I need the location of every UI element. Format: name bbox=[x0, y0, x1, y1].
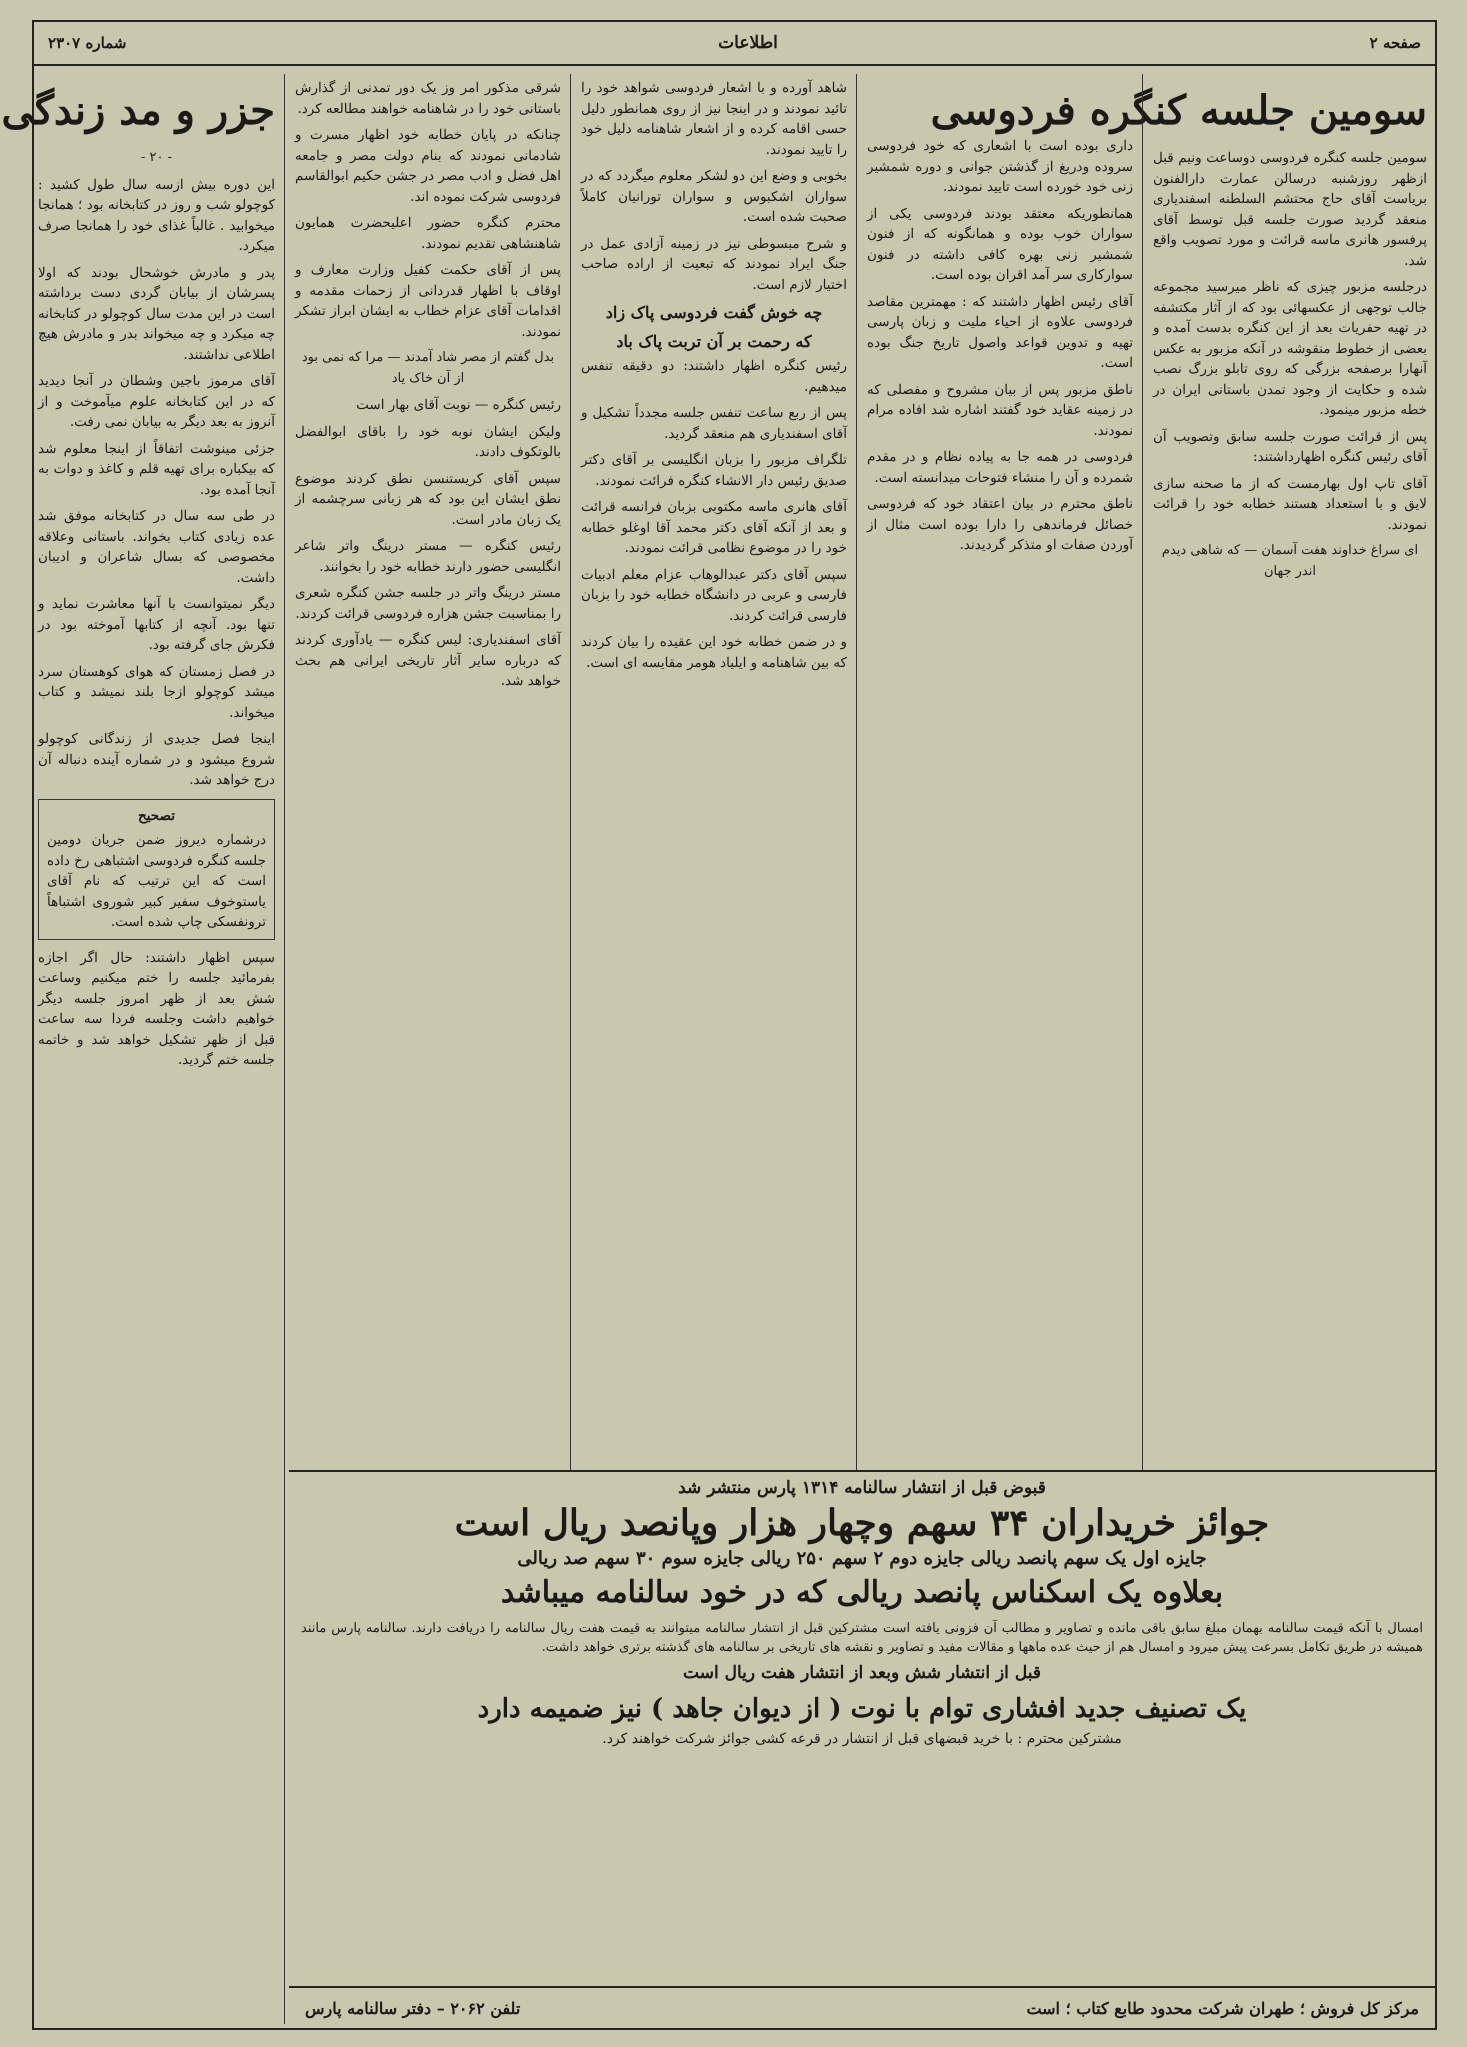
article-paragraph: فردوسی در همه جا به پیاده نظام و در مقدم شمرده و آن را منشاء فتوحات میدانسته است. bbox=[867, 449, 1133, 486]
article-paragraph: چنانکه در پایان خطابه خود اظهار مسرت و شادمانی نمودند که بنام دولت مصر و جامعه اهل فضل و ادب مصر در جشن حکیم ابوالقاسم فردوسی شرکت نموده اند. bbox=[295, 127, 561, 205]
serial-story bbox=[1, 74, 283, 2028]
article-paragraph: رئیس کنگره اظهار داشتند: دو دقیقه تنفس میدهیم. bbox=[581, 358, 847, 395]
story-paragraph: دیگر نمیتوانست با آنها معاشرت نماید و تنها بود. آنچه از کتابها آموخته بود در فکرش جای گرفته بود. bbox=[38, 596, 275, 653]
story-title: جزر و مد زندگی bbox=[1, 87, 275, 134]
story-paragraph: این دوره بیش ازسه سال طول کشید : کوچولو شب و روز در کتابخانه بود ؛ همانجا میخوابید . غالباً غذای خود را همانجا صرف میکرد. bbox=[38, 176, 275, 254]
story-paragraph: آقای مرموز باجین وشطان در آنجا دیدید که در این کتابخانه علوم میآموخت و از آنروز به بعد دیگر به بیابان نمی رفت. bbox=[38, 373, 275, 430]
poem-subhead: چه خوش گفت فردوسی پاک زاد bbox=[605, 303, 823, 322]
article-paragraph: شرقی مذکور امر وز یک دور تمدنی از گذارش باستانی خود را در شاهنامه خواهند مطالعه کرد. bbox=[295, 80, 561, 117]
ad-footer-left: تلفن ۲۰۶۲ – دفتر سالنامه پارس bbox=[305, 1998, 521, 2018]
article-paragraph: آقای رئیس اظهار داشتند که : مهمترین مقاصد فردوسی علاوه از احیاء ملیت و زبان پارسی تهیه و تدوین قواعد واصول تاریخ جنگ بوده است. bbox=[867, 293, 1133, 371]
newspaper-page bbox=[1, 20, 1437, 2030]
article-paragraph: بخوبی و وضع این دو لشکر معلوم میگردد که در سواران اشکبوس و سواران تورانیان کاملاً صحبت شده است. bbox=[581, 168, 847, 225]
story-paragraph: اینجا فصل جدیدی از زندگانی کوچولو شروع میشود و در شماره آینده دنباله آن درج خواهد شد. bbox=[38, 731, 275, 788]
story-paragraph: پدر و مادرش خوشحال بودند که اولا پسرشان از بیابان گردی دست برداشته است در این مدت سال کوچولو در کتابخانه چه میکرد و چه میخواند بدر و مادرش هیچ اطلاعی نداشتند. bbox=[38, 264, 275, 363]
article-paragraph: مستر درینگ واتر در جلسه جشن کنگره شعری را بمناسبت جشن هزاره فردوسی قرائت کردند. bbox=[295, 585, 561, 622]
column-rule bbox=[570, 74, 571, 1470]
ad-paragraph: امسال با آنکه قیمت سالنامه بهمان مبلغ سابق باقی مانده و تصاویر و مطالب آن فزونی یافته است مشترکین قبل از انتشار سالنامه میتوانند به قیمت هفت ریال سالنامه را دریافت دارند. سالنامه پارس مانند همیشه در طریق تکامل بسرعت پیش میرود و امسال هم از حیث عده ماهها و مقالات مفید و تصاویر و نقشه های تاریخی بر سالنامه های گذشته برتری خواهد داشت. bbox=[301, 1621, 1423, 1655]
article-paragraph: سپس آقای کریستنسن نطق کردند موضوع نطق ایشان این بود که هر زبانی سرچشمه از یک زبان مادر است. bbox=[295, 470, 561, 528]
ad-line: جایزه اول یک سهم پانصد ریالی جایزه دوم ۲ سهم ۲۵۰ ریالی جایزه سوم ۳۰ سهم صد ریالی bbox=[517, 1548, 1207, 1569]
correction-title: تصحیح bbox=[138, 807, 175, 824]
installment-number: - ۲۰ - bbox=[140, 150, 173, 165]
story-paragraph: در فصل زمستان که هوای کوهستان سرد میشد کوچولو ازجا بلند نمیشد و کتاب میخواند. bbox=[38, 663, 275, 721]
poem-line: بدل گفتم از مصر شاد آمدند — مرا که نمی بود از آن خاک یاد bbox=[301, 350, 555, 386]
article-paragraph: ناطق محترم در بیان اعتقاد خود که فردوسی خصائل فرماندهی را دارا بوده است مثال از آوردن صفات او متذکر گردیدند. bbox=[867, 496, 1133, 553]
story-paragraph: در طی سه سال در کتابخانه موفق شد عده زیادی کتاب بخواند. باستانی وعلاقه مخصوصی که بسال شاعران و ادیبان داشت. bbox=[38, 508, 275, 586]
newspaper-name: اطلاعات bbox=[718, 33, 778, 53]
ad-footer-right: مرکز کل فروش ؛ طهران شرکت محدود طابع کتاب ؛ است bbox=[1026, 1998, 1419, 2018]
issue-number: شماره ۲۳۰۷ bbox=[48, 34, 127, 52]
ad-headline: جوائز خریداران ۳۴ سهم وچهار هزار وپانصد ریال است bbox=[454, 1502, 1270, 1544]
article-paragraph: همانطوریکه معتقد بودند فردوسی یکی از سواران خوب بوده و همانگونه که از فنون شمشیر زنی بهره کافی داشته در فنون سوارکاری سر آمد اقران بوده است. bbox=[867, 205, 1133, 283]
article-paragraph: آقای هانری ماسه مکتوبی بزبان فرانسه قرائت و بعد از آنکه آقای دکتر محمد آقا اوغلو خطابه خود را در موضوع نظامی قرائت نمودند. bbox=[581, 499, 847, 556]
article-paragraph: پس از آقای حکمت کفیل وزارت معارف و اوقاف با اظهار قدردانی از زحمات مقدمه و اقدامات آقای عزام خطاب به ایشان ابراز تشکر نمودند. bbox=[295, 262, 561, 340]
column-rule bbox=[1142, 74, 1143, 1470]
article-paragraph: سپس آقای دکتر عبدالوهاب عزام معلم ادبیات فارسی و عربی در دانشگاه خطابه خود را بزبان فارسی قرائت کردند. bbox=[581, 566, 847, 624]
session-footnote: سپس اظهار داشتند: حال اگر اجازه بفرمائید جلسه را ختم میکنیم وساعت شش بعد از ظهر امروز جلسه دیگر خواهیم داشت وجلسه فردا سه ساعت قبل از ظهر تشکیل خواهد شد و خاتمه جلسه ختم گردید. bbox=[38, 949, 275, 1068]
ad-footer bbox=[289, 1986, 1435, 2028]
poem-line: که رحمت بر آن تربت پاک باد bbox=[616, 331, 812, 351]
congress-column-3 bbox=[573, 74, 855, 1468]
congress-column-4 bbox=[287, 74, 569, 1468]
article-paragraph: ناطق مزبور پس از بیان مشروح و مفصلی که در زمینه عقاید خود گفتند اشاره شد افاده مرام نمودند. bbox=[867, 381, 1133, 439]
ad-headline: یک تصنیف جدید افشاری توام با نوت ( از دیوان جاهد ) نیز ضمیمه دارد bbox=[477, 1694, 1247, 1724]
congress-paragraph: آقای تاپ اول بهارمست که از ما صحنه سازی لایق و با استعداد هستند خطابه خود را قرائت نمودند. bbox=[1153, 475, 1427, 533]
page-number: صفحه ۲ bbox=[1369, 34, 1421, 52]
article-paragraph: و شرح مبسوطی نیز در زمینه آزادی عمل در جنگ ایراد نمودند که تبعیت از اراده صاحب اختیار لازم است. bbox=[581, 235, 847, 293]
column-rule bbox=[856, 74, 857, 1470]
salnameh-advertisement bbox=[289, 1470, 1435, 2028]
congress-paragraph: سومین جلسه کنگره فردوسی دوساعت ونیم قبل ازظهر روزشنبه درسالن عمارت دارالفنون بریاست آقای حاج محتشم السلطنه اسفندیاری منعقد گردید صورت جلسه قبل توسط آقای پرفسور هانری ماسه قرائت و مورد تصویب واقع شد. bbox=[1153, 150, 1427, 269]
article-paragraph: داری بوده است با اشعاری که خود فردوسی سروده ودریغ از گذشتن جوانی و دوره شمشیر زنی خود خورده است تایید نمودند. bbox=[867, 138, 1133, 195]
ad-line: قبل از انتشار شش وبعد از انتشار هفت ریال است bbox=[683, 1663, 1041, 1683]
congress-title: سومین جلسه کنگره فردوسی bbox=[930, 87, 1427, 134]
congress-poem: ای سراغ خداوند هفت آسمان — که شاهی دیدم اندر جهان bbox=[1161, 543, 1419, 579]
ad-line: مشترکین محترم : با خرید قبضهای قبل از انتشار در قرعه کشی جوائز شرکت خواهند کرد. bbox=[602, 1731, 1122, 1747]
article-paragraph: شاهد آورده و با اشعار فردوسی شواهد خود را تائید نمودند و در اینجا نیز از روی همانطور دلیل حسی اقامه کرده و از اشعار شاهنامه دلیل خود را تایید نمودند. bbox=[581, 80, 847, 158]
article-paragraph: ولیکن ایشان نوبه خود را باقای ابوالفضل بالوتکوف دادند. bbox=[295, 423, 561, 460]
article-paragraph: و در ضمن خطابه خود این عقیده را بیان کردند که بین شاهنامه و ایلیاد هومر مقایسه ای است. bbox=[581, 634, 847, 671]
ad-headline: بعلاوه یک اسکناس پانصد ریالی که در خود سالنامه میباشد bbox=[500, 1575, 1224, 1610]
column-rule bbox=[284, 74, 285, 2024]
page-header bbox=[34, 22, 1435, 66]
article-paragraph: محترم کنگره حضور اعلیحضرت همایون شاهنشاهی تقدیم نمودند. bbox=[295, 215, 561, 252]
ad-line: قبوض قبل از انتشار سالنامه ۱۳۱۴ پارس منتشر شد bbox=[678, 1478, 1046, 1498]
article-paragraph: رئیس کنگره — نوبت آقای بهار است bbox=[356, 397, 561, 413]
article-paragraph: تلگراف مزبور را بزبان انگلیسی بر آقای دکتر صدیق رئیس دار الانشاء کنگره فرائت نمودند. bbox=[581, 452, 847, 489]
article-paragraph: رئیس کنگره — مستر درینگ واتر شاعر انگلیسی حضور دارند خطابه خود را بخوانند. bbox=[295, 538, 561, 575]
congress-paragraph: پس از قرائت صورت جلسه سابق وتصویب آن آقای رئیس کنگره اظهارداشتند: bbox=[1153, 428, 1427, 465]
correction-text: درشماره دیروز ضمن جریان دومین جلسه کنگره فردوسی اشتباهی رخ داده است که این ترتیب که نام آقای یاستوخوف سفیر کبیر شوروی اشتباهاً ترونفسکی چاپ شده است. bbox=[47, 832, 266, 930]
congress-paragraph: درجلسه مزبور چیزی که ناظر میرسید مجموعه جالب توجهی از عکسهائی بود که از آثار مکتشفه در تهیه حفریات بعد از این کنگره بدست آمده و بعضی از خطوط منقوشه در آنکه مزبور به عکس آنهارا برصفحه بزرگی که روی تابلو بزرگ نصب شده و حکایت از وجود تمدن باستانی ایران در خطه مزبور مینمود. bbox=[1153, 279, 1427, 418]
article-paragraph: پس از ربع ساعت تنفس جلسه مجدداً تشکیل و آقای اسفندیاری هم منعقد گردید. bbox=[581, 405, 847, 442]
article-paragraph: آقای اسفندیاری: لیس کنگره — یادآوری کردند که درباره سایر آثار تاریخی ایرانی هم بحث خواهد شد. bbox=[295, 632, 561, 689]
congress-column-2 bbox=[859, 132, 1141, 1468]
story-paragraph: جزئی مینوشت اتفاقاً از اینجا معلوم شد که بیکباره برای تهیه قلم و کاغذ و دوات به آنجا آمده بود. bbox=[38, 440, 275, 498]
correction-box bbox=[38, 799, 275, 940]
